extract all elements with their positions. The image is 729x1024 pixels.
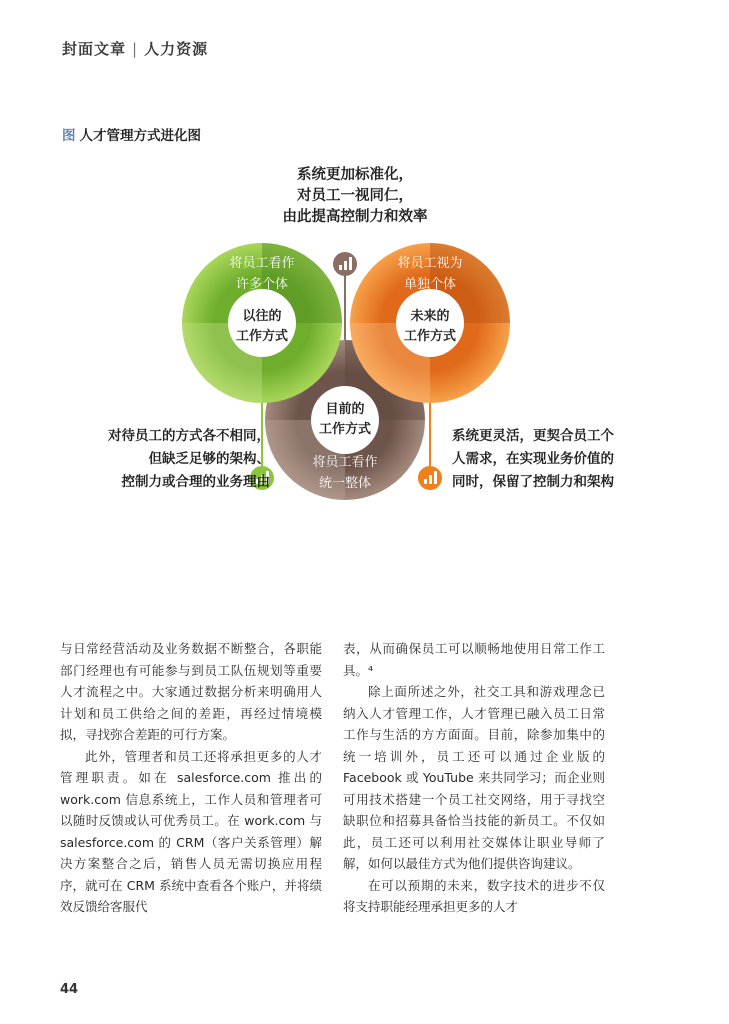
figure-title-text: 人才管理方式进化图 (79, 128, 201, 144)
header-section: 封面文章 (62, 40, 127, 58)
header-separator: | (132, 40, 139, 58)
present-ring-line: 将员工看作 (312, 455, 378, 470)
bar-chart-icon (333, 252, 357, 276)
bar-chart-icon (418, 466, 442, 490)
left-caption (58, 425, 270, 494)
past-ring-line: 将员工看作 (229, 256, 295, 271)
past-center-line: 工作方式 (235, 329, 289, 344)
body-column-right (343, 638, 605, 918)
left-caption-line: 对待员工的方式各不相同， (108, 428, 270, 444)
paragraph: 在可以预期的未来，数字技术的进步不仅将支持职能经理承担更多的人才 (343, 877, 605, 914)
top-caption-line: 系统更加标准化， (297, 167, 413, 183)
past-center-line: 以往的 (242, 309, 282, 324)
present-ring-line: 统一整体 (318, 476, 372, 491)
right-caption-line: 同时，保留了控制力和架构 (452, 474, 614, 490)
future-ring-line: 单独个体 (403, 277, 457, 292)
paragraph: 表，从而确保员工可以顺畅地使用日常工作工具。⁴ (343, 641, 605, 678)
right-caption (452, 425, 652, 494)
right-caption-line: 人需求，在实现业务价值的 (452, 451, 614, 467)
paragraph: 与日常经营活动及业务数据不断整合，各职能部门经理也有可能参与到员工队伍规划等重要人才流程之中。大家通过数据分析来明确用人计划和员工供给之间的差距，再经过情境模拟，寻找弥合差距的可行方案。 (60, 641, 322, 742)
paragraph: 除上面所述之外，社交工具和游戏理念已纳入人才管理工作，人才管理已融入员工日常工作与生活的方方面面。目前，除参加集中的统一培训外，员工还可以通过企业版的 Facebook 或 YouTube 来共同学习；而企业则可用技术搭建一个员工社交网络，用于寻找空缺职位和招募具备恰当技能的新员工。不仅如此，员工还可以利用社交媒体让职业导师了解，如何以最佳方式为他们提供咨询建议。 (343, 684, 605, 871)
future-center-line: 未来的 (410, 309, 450, 324)
body-column-left (60, 638, 322, 918)
future-center-line: 工作方式 (403, 329, 457, 344)
page-number: 44 (60, 982, 79, 997)
present-center-line: 目前的 (325, 402, 365, 417)
present-center-line: 工作方式 (318, 422, 372, 437)
header-topic: 人力资源 (144, 40, 209, 58)
past-ring-line: 许多个体 (235, 277, 289, 292)
top-caption-line: 由此提高控制力和效率 (282, 209, 428, 225)
left-caption-line: 但缺乏足够的架构、 (148, 451, 270, 467)
paragraph: 此外，管理者和员工还将承担更多的人才管理职责。如在 salesforce.com 推出的 work.com 信息系统上，工作人员和管理者可以随时反馈或认可优秀员工。在 work.com 与 salesforce.com 的 CRM（客户关系管理）解决方案整合之后，销售人员无需切换应用程序，就可在 CRM 系统中查看各个账户，并将绩效反馈给客服代 (60, 748, 322, 914)
left-caption-line: 控制力或合理的业务理由 (121, 474, 270, 490)
right-caption-line: 系统更灵活，更契合员工个 (452, 428, 614, 444)
future-ring-line: 将员工视为 (397, 256, 463, 271)
figure-label: 图 (62, 128, 76, 144)
top-caption-line: 对员工一视同仁， (297, 188, 413, 204)
